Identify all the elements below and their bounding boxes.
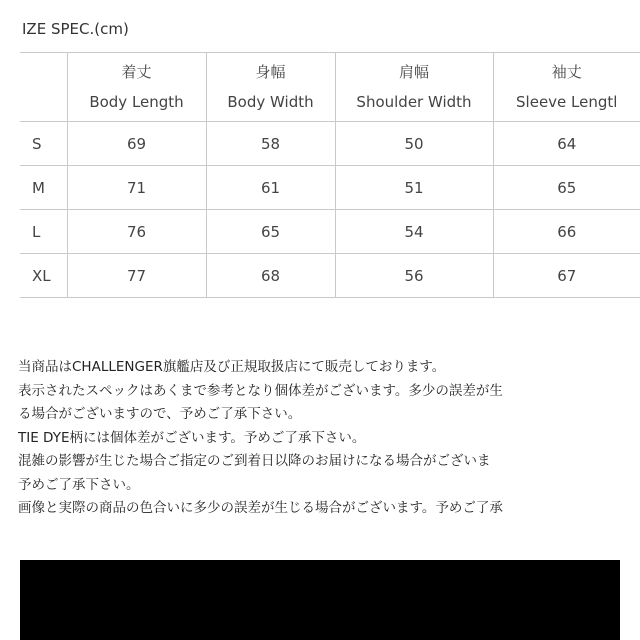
sleeve-length-value: 66 bbox=[493, 210, 640, 254]
shoulder-width-value: 51 bbox=[335, 166, 493, 210]
header-label-jp: 肩幅 bbox=[398, 63, 429, 81]
body-width-value: 61 bbox=[206, 166, 335, 210]
sleeve-length-value: 67 bbox=[493, 254, 640, 298]
body-length-value: 71 bbox=[67, 166, 206, 210]
table-row-m bbox=[20, 166, 640, 210]
size-label: S bbox=[20, 122, 67, 166]
shoulder-width-value: 56 bbox=[335, 254, 493, 298]
header-label-en: Body Length bbox=[89, 93, 184, 111]
table-row-l bbox=[20, 210, 640, 254]
spec-title: IZE SPEC.(cm) bbox=[22, 20, 129, 38]
header-body-width bbox=[206, 53, 335, 122]
table-row-s bbox=[20, 122, 640, 166]
product-notes bbox=[18, 356, 640, 521]
note-line: 当商品はCHALLENGER旗艦店及び正規取扱店にて販売しております。 bbox=[18, 359, 446, 375]
note-line: 混雑の影響が生じた場合ご指定のご到着日以降のお届けになる場合がございま bbox=[18, 453, 491, 469]
note-line: TIE DYE柄には個体差がございます。予めご了承下さい。 bbox=[18, 429, 366, 446]
header-label-en: Shoulder Width bbox=[356, 93, 472, 111]
body-length-value: 69 bbox=[67, 122, 206, 166]
header-corner-cell bbox=[20, 53, 67, 122]
note-line: 予めご了承下さい。 bbox=[18, 476, 140, 493]
size-label: XL bbox=[20, 254, 67, 298]
body-length-value: 77 bbox=[67, 254, 206, 298]
sleeve-length-value: 65 bbox=[493, 166, 640, 210]
size-label: M bbox=[20, 166, 67, 210]
header-label-jp: 着丈 bbox=[121, 63, 152, 81]
note-line: 表示されたスペックはあくまで参考となり個体差がございます。多少の誤差が生 bbox=[18, 382, 503, 399]
body-length-value: 76 bbox=[67, 210, 206, 254]
note-line: 画像と実際の商品の色合いに多少の誤差が生じる場合がございます。予めご了承 bbox=[18, 500, 503, 516]
sleeve-length-value: 64 bbox=[493, 122, 640, 166]
note-line: る場合がございますので、予めご了承下さい。 bbox=[18, 406, 302, 422]
body-width-value: 68 bbox=[206, 254, 335, 298]
shoulder-width-value: 54 bbox=[335, 210, 493, 254]
header-sleeve-length bbox=[493, 53, 640, 122]
shoulder-width-value: 50 bbox=[335, 122, 493, 166]
header-label-jp: 身幅 bbox=[255, 63, 286, 81]
body-width-value: 58 bbox=[206, 122, 335, 166]
size-spec-table bbox=[20, 52, 640, 298]
header-shoulder-width bbox=[335, 53, 493, 122]
header-label-jp: 袖丈 bbox=[551, 63, 582, 81]
header-label-en: Body Width bbox=[227, 93, 314, 111]
header-label-en: Sleeve Lengtl bbox=[516, 93, 618, 111]
size-label: L bbox=[20, 210, 67, 254]
redaction-block bbox=[20, 560, 620, 640]
table-header-row bbox=[20, 53, 640, 122]
header-body-length bbox=[67, 53, 206, 122]
body-width-value: 65 bbox=[206, 210, 335, 254]
table-row-xl bbox=[20, 254, 640, 298]
